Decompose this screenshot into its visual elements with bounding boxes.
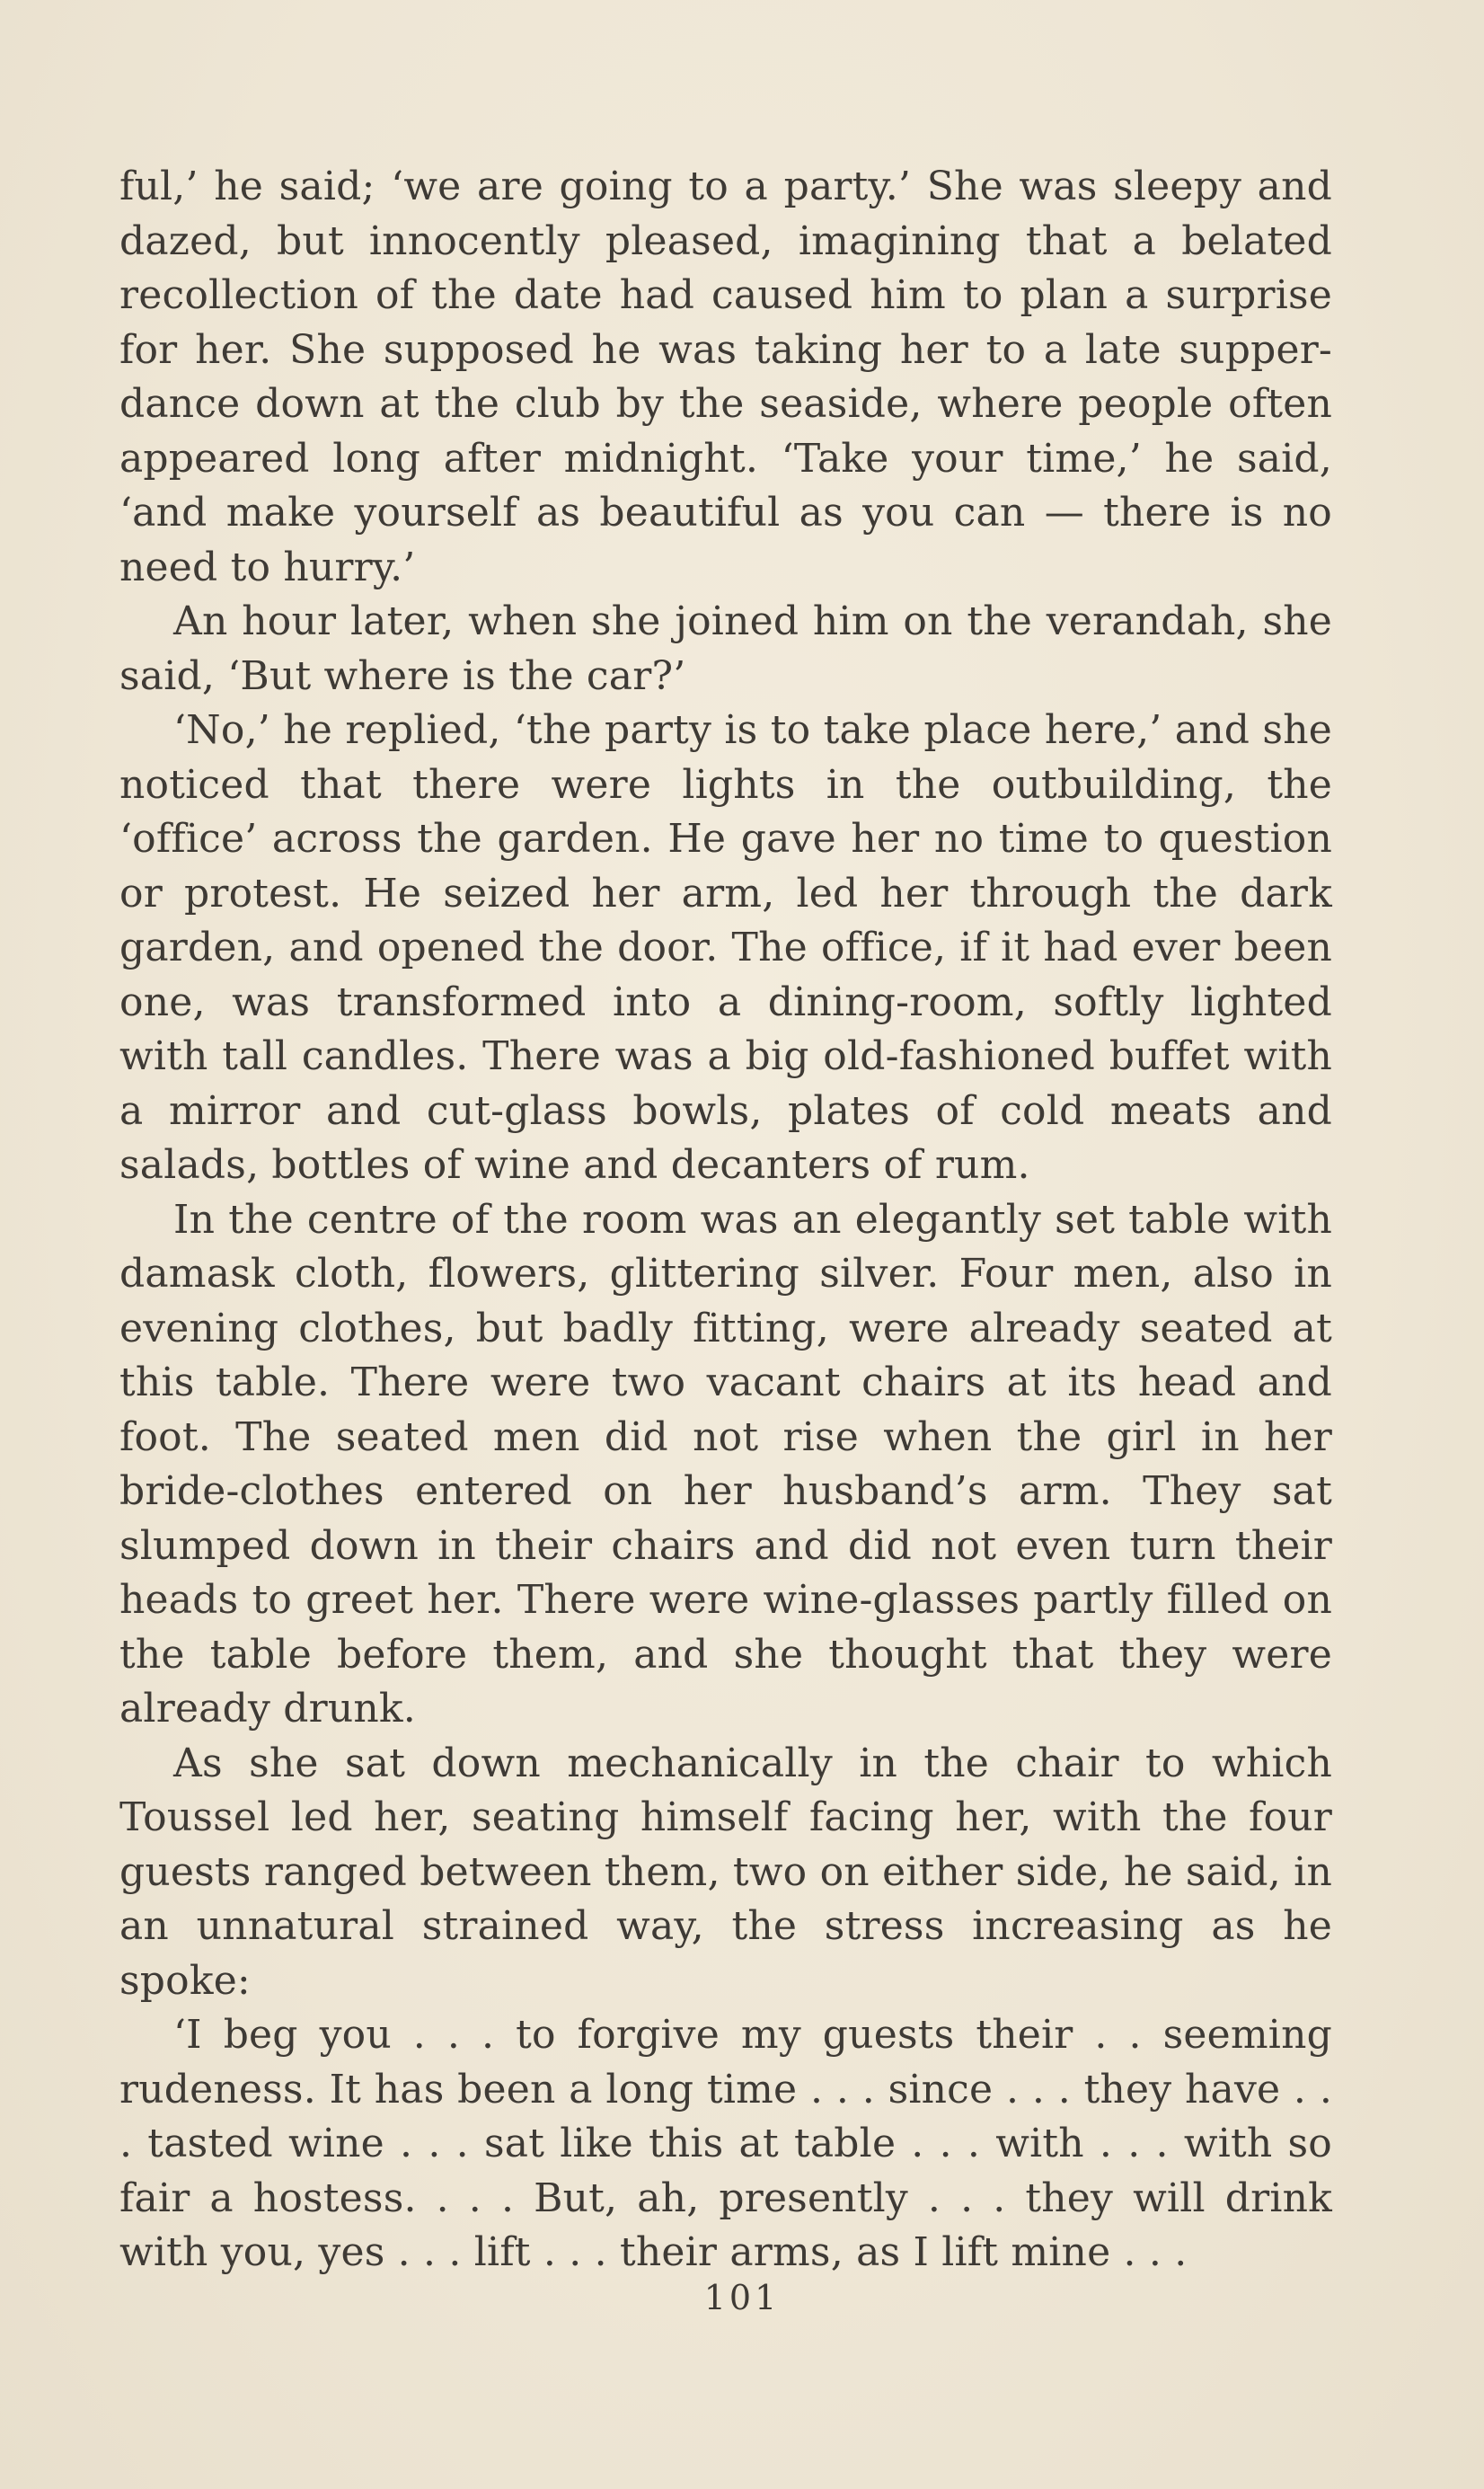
body-text bbox=[119, 160, 1332, 2281]
paragraph: As she sat down mechanically in the chair to which Toussel led her, seating himself facing her, with the four guests ranged between them, two on either side, he said, in an unnatural strained way, the stress increasing as he spoke: bbox=[119, 1740, 1332, 2004]
paragraph: ‘No,’ he replied, ‘the party is to take place here,’ and she noticed that there were lights in the outbuilding, the ‘office’ across the garden. He gave her no time to question or protest. He seized her arm, led her through the dark garden, and opened the door. The office, if it had ever been one, was transformed into a dining-room, softly lighted with tall candles. There was a big old-fashioned buffet with a mirror and cut-glass bowls, plates of cold meats and salads, bottles of wine and decanters of rum. bbox=[119, 707, 1332, 1188]
page-number: 101 bbox=[703, 2278, 781, 2317]
paragraph: ‘I beg you . . . to forgive my guests their . . seeming rudeness. It has been a long time . . . since . . . they have . . . tasted wine . . . sat like this at table . . . with . . . with so fair a hostess. . . . But, ah, presently . . . they will drink with you, yes . . . lift . . . their arms, as I lift mine . . . bbox=[119, 2012, 1332, 2275]
paragraph-continuation: ful,’ he said; ‘we are going to a party.’ She was sleepy and dazed, but innocently pleased, imagining that a belated recollection of the date had caused him to plan a surprise for her. She supposed he was taking her to a late supper-dance down at the club by the seaside, where people often appeared long after midnight. ‘Take your time,’ he said, ‘and make yourself as beautiful as you can — there is no need to hurry.’ bbox=[119, 164, 1332, 590]
paragraph: An hour later, when she joined him on the verandah, she said, ‘But where is the car?’ bbox=[119, 598, 1332, 699]
paragraph: In the centre of the room was an elegantly set table with damask cloth, flowers, glittering silver. Four men, also in evening clothes, but badly fitting, were already seated at this table. There were two vacant chairs at its head and foot. The seated men did not rise when the girl in her bride-clothes entered on her husband’s arm. They sat slumped down in their chairs and did not even turn their heads to greet her. There were wine-glasses partly filled on the table before them, and she thought that they were already drunk. bbox=[119, 1196, 1332, 1732]
